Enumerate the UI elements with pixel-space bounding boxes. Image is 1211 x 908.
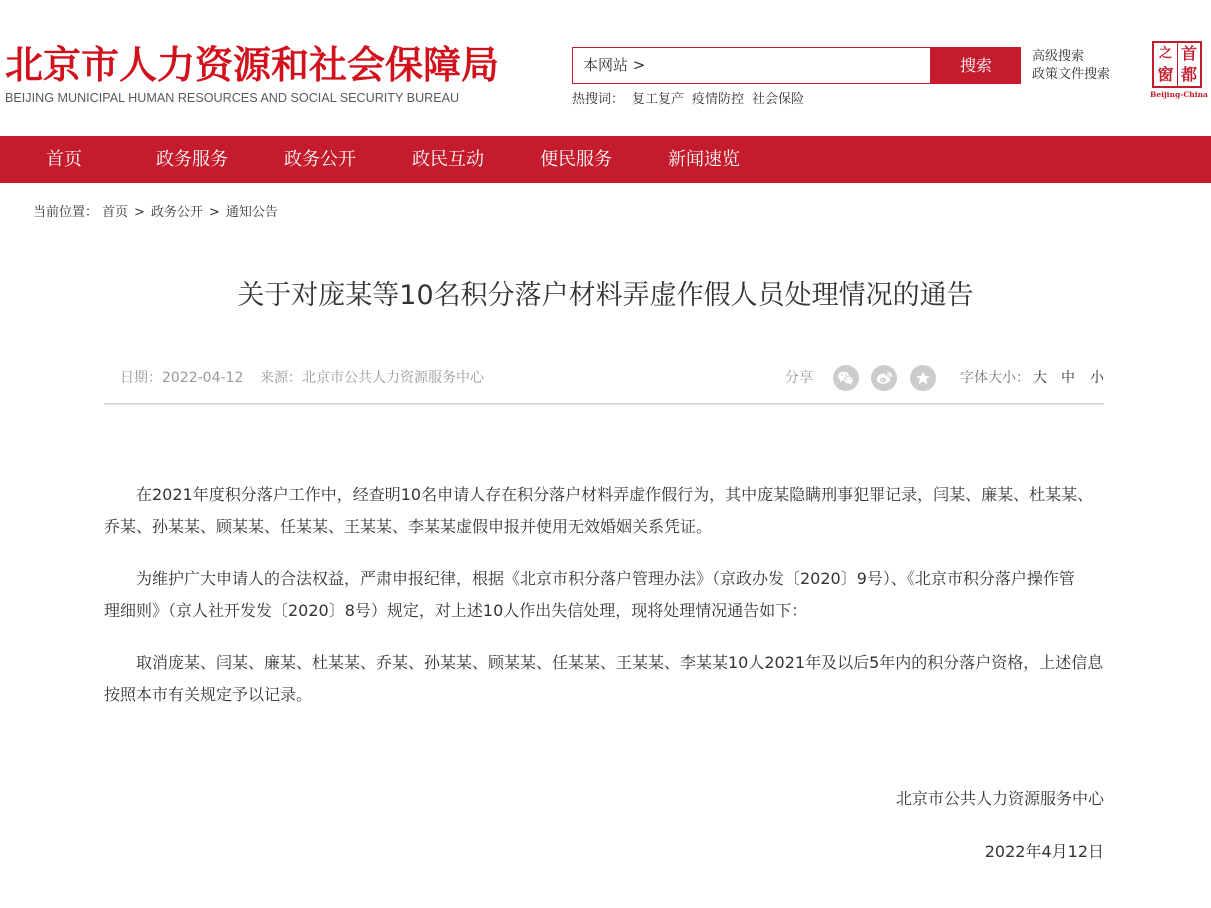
font-size-large-button[interactable]: 大	[1033, 370, 1047, 386]
meta-divider	[104, 403, 1104, 405]
article-date: 2022-04-12	[162, 370, 244, 386]
hot-search-term[interactable]: 复工复产	[632, 92, 685, 107]
paragraph-line: 为维护广大申请人的合法权益，严肃申报纪律，根据《北京市积分落户管理办法》（京政办发〔2020〕9号）、《北京市积分落户操作管	[136, 569, 1075, 588]
nav-item-government-affairs[interactable]: 政务公开	[284, 149, 356, 170]
share-wechat-button[interactable]	[833, 365, 859, 391]
portal-logo-char: 之	[1158, 46, 1172, 62]
advanced-search-link[interactable]: 高级搜索	[1032, 49, 1085, 64]
site-header	[0, 0, 1211, 136]
breadcrumb-link-government-affairs[interactable]: 政务公开	[150, 205, 203, 220]
breadcrumb-label: 当前位置：	[33, 205, 99, 220]
breadcrumb-link-home[interactable]: 首页	[102, 205, 129, 220]
article-signature: 北京市公共人力资源服务中心	[895, 789, 1104, 808]
nav-item-home[interactable]: 首页	[46, 149, 82, 170]
font-size-small-button[interactable]: 小	[1090, 370, 1104, 386]
search-box	[572, 47, 931, 84]
main-nav	[0, 136, 1211, 183]
nav-item-convenience-services[interactable]: 便民服务	[540, 149, 612, 170]
portal-logo-char: 都	[1177, 65, 1200, 87]
portal-logo-caption: Beijing-China	[1150, 90, 1208, 99]
article-source-label: 来源：	[260, 370, 302, 386]
paragraph-line: 按照本市有关规定予以记录。	[104, 685, 313, 704]
hot-search-term[interactable]: 疫情防控	[692, 92, 745, 107]
portal-logo-char: 窗	[1157, 65, 1174, 85]
article-body	[104, 479, 1104, 868]
hot-search	[572, 92, 804, 108]
breadcrumb	[33, 205, 278, 221]
weibo-icon	[871, 365, 897, 391]
search-button[interactable]: 搜索	[931, 47, 1021, 84]
portal-logo[interactable]	[1150, 40, 1208, 99]
wechat-icon	[833, 365, 859, 391]
article-title: 关于对庞某等10名积分落户材料弄虚作假人员处理情况的通告	[237, 280, 974, 311]
breadcrumb-separator: >	[134, 205, 145, 220]
font-size-label: 字体大小：	[960, 370, 1030, 386]
article-paragraph	[104, 479, 1104, 543]
article-source-group	[260, 368, 484, 388]
breadcrumb-link-notices[interactable]: 通知公告	[225, 205, 278, 220]
nav-item-government-services[interactable]: 政务服务	[156, 149, 228, 170]
share-star-button[interactable]	[910, 365, 936, 391]
paragraph-line: 在2021年度积分落户工作中，经查明10名申请人存在积分落户材料弄虚作假行为，其中庞某隐瞒刑事犯罪记录，闫某、廉某、杜某某、	[136, 485, 1094, 504]
article-meta	[0, 368, 1211, 388]
article-signature-date: 2022年4月12日	[984, 842, 1104, 861]
article-source: 北京市公共人力资源服务中心	[302, 370, 484, 386]
site-logo-title[interactable]: 北京市人力资源和社会保障局	[5, 43, 500, 87]
article-date-group	[120, 368, 243, 388]
paragraph-line: 取消庞某、闫某、廉某、杜某某、乔某、孙某某、顾某某、任某某、王某某、李某某10人2021年及以后5年内的积分落户资格，上述信息	[136, 653, 1104, 672]
portal-logo-char: 首	[1177, 43, 1200, 65]
search-input[interactable]	[655, 50, 923, 81]
font-size-medium-button[interactable]: 中	[1061, 370, 1075, 386]
policy-search-link[interactable]: 政策文件搜索	[1032, 67, 1111, 82]
paragraph-line: 理细则》（京人社开发发〔2020〕8号）规定，对上述10人作出失信处理，现将处理情况通告如下：	[104, 601, 808, 620]
search-scope-select[interactable]: 本网站 >	[583, 56, 646, 74]
share-label: 分享	[785, 370, 813, 386]
nav-item-news[interactable]: 新闻速览	[668, 149, 740, 170]
paragraph-line: 乔某、孙某某、顾某某、任某某、王某某、李某某虚假申报并使用无效婚姻关系凭证。	[104, 517, 713, 536]
breadcrumb-separator: >	[208, 205, 220, 220]
portal-logo-seal	[1152, 41, 1202, 88]
article-date-label: 日期：	[120, 370, 162, 386]
share-weibo-button[interactable]	[871, 365, 897, 391]
star-icon	[910, 365, 936, 391]
article-paragraph	[104, 647, 1104, 711]
nav-item-public-interaction[interactable]: 政民互动	[412, 149, 484, 170]
search-form	[572, 47, 1021, 84]
site-logo-subtitle: BEIJING MUNICIPAL HUMAN RESOURCES AND SOCIAL SECURITY BUREAU	[5, 91, 460, 105]
article-paragraph	[104, 563, 1104, 627]
hot-search-term[interactable]: 社会保险	[752, 92, 805, 107]
hot-search-label: 热搜词：	[572, 92, 625, 107]
